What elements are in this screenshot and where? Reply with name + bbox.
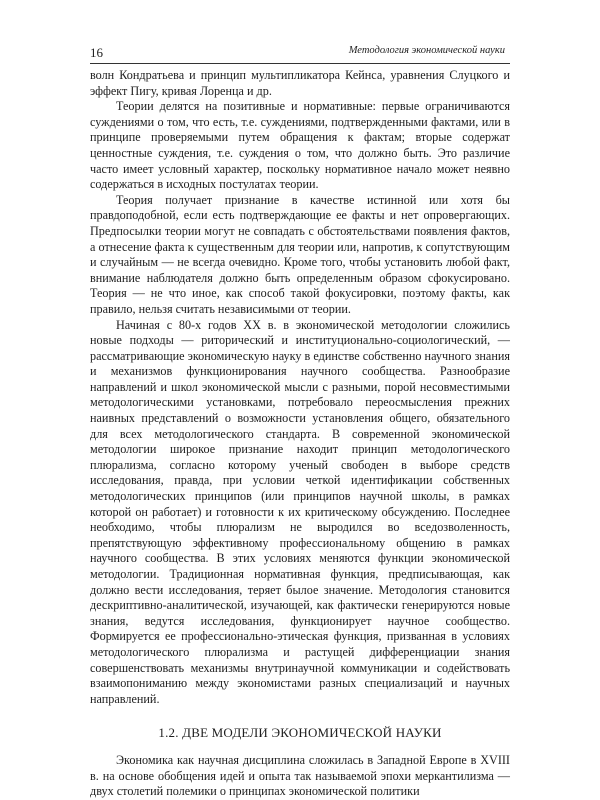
header-rule [90, 63, 510, 64]
paragraph-methodology-approaches: Начиная с 80-х годов XX в. в экономической методологии сложились новые подходы — риторический и институционально-социологический, — рассматривающие экономическую науку в единстве собственно научного знания и механизмов функционирования научного сообщества. Разнообразие направлений и школ экономической мысли с разными, порой несовместимыми методологическими установками, потребовало переосмысления прежних наивных представлений о возможности установления общего, обязательного для всех методологического стандарта. В современной экономической методологии широкое признание находит принцип методологического плюрализма, согласно которому ученый свободен в выборе средств исследования, правда, при условии четкой идентификации собственных методологических принципов (или принципов научной школы, в рамках которой он работает) и готовности к их критическому обсуждению. Последнее необходимо, чтобы плюрализм не выродился во вседозволенность, препятствующую эффективному профессиональному общению в рамках научного сообщества. В этих условиях меняются функции экономической методологии. Традиционная нормативная функция, предписывающая, как должно вести исследования, теряет былое значение. Методология становится дескриптивно-аналитической, изучающей, как фактически генерируются новые знания, ведутся исследования, функционирует научное сообщество. Формируется ее профессионально-этическая функция, призванная в условиях методологического плюрализма и растущей дифференциации знания совершенствовать механизмы внутринаучной коммуникации и содействовать взаимопониманию между экономистами разных специализаций и научных направлений. [90, 317, 510, 706]
running-header: Методология экономической науки [348, 45, 505, 56]
paragraph-continued: волн Кондратьева и принцип мультипликатора Кейнса, уравнения Слуцкого и эффект Пигу, кривая Лоренца и др. [90, 68, 510, 98]
paragraph-theories-types: Теории делятся на позитивные и нормативные: первые ограничиваются суждениями о том, что есть, т.е. суждениями, подтвержденными фактами, или в принципе проверяемыми путем обращения к фактам; вторые содержат ценностные суждения, т.е. суждения о том, что должно быть. Это различие часто имеет условный характер, поскольку нормативное начало может неявно содержаться в исходных постулатах теории. [90, 99, 510, 192]
paragraph-theory-recognition: Теория получает признание в качестве истинной или хотя бы правдоподобной, если есть подтверждающие ее факты и нет опровергающих. Предпосылки теории могут не совпадать с обстоятельствами появления фактов, а отнесение факта к существенным для теории или, напротив, к сопутствующим и случайным — не всегда очевидно. Кроме того, чтобы установить любой факт, внимание наблюдателя должно быть определенным образом сфокусировано. Теория — не что иное, как способ такой фокусировки, поэтому факты, как правило, нельзя считать независимыми от теории. [90, 192, 510, 316]
paragraph-economics-discipline: Экономика как научная дисциплина сложилась в Западной Европе в XVIII в. на основе обобщения идей и опыта так называемой эпохи меркантилизма — двух столетий полемики о принципах экономической политики [90, 752, 510, 799]
page-number: 16 [90, 45, 103, 60]
body-text [90, 68, 510, 800]
section-heading: 1.2. ДВЕ МОДЕЛИ ЭКОНОМИЧЕСКОЙ НАУКИ [158, 725, 442, 741]
